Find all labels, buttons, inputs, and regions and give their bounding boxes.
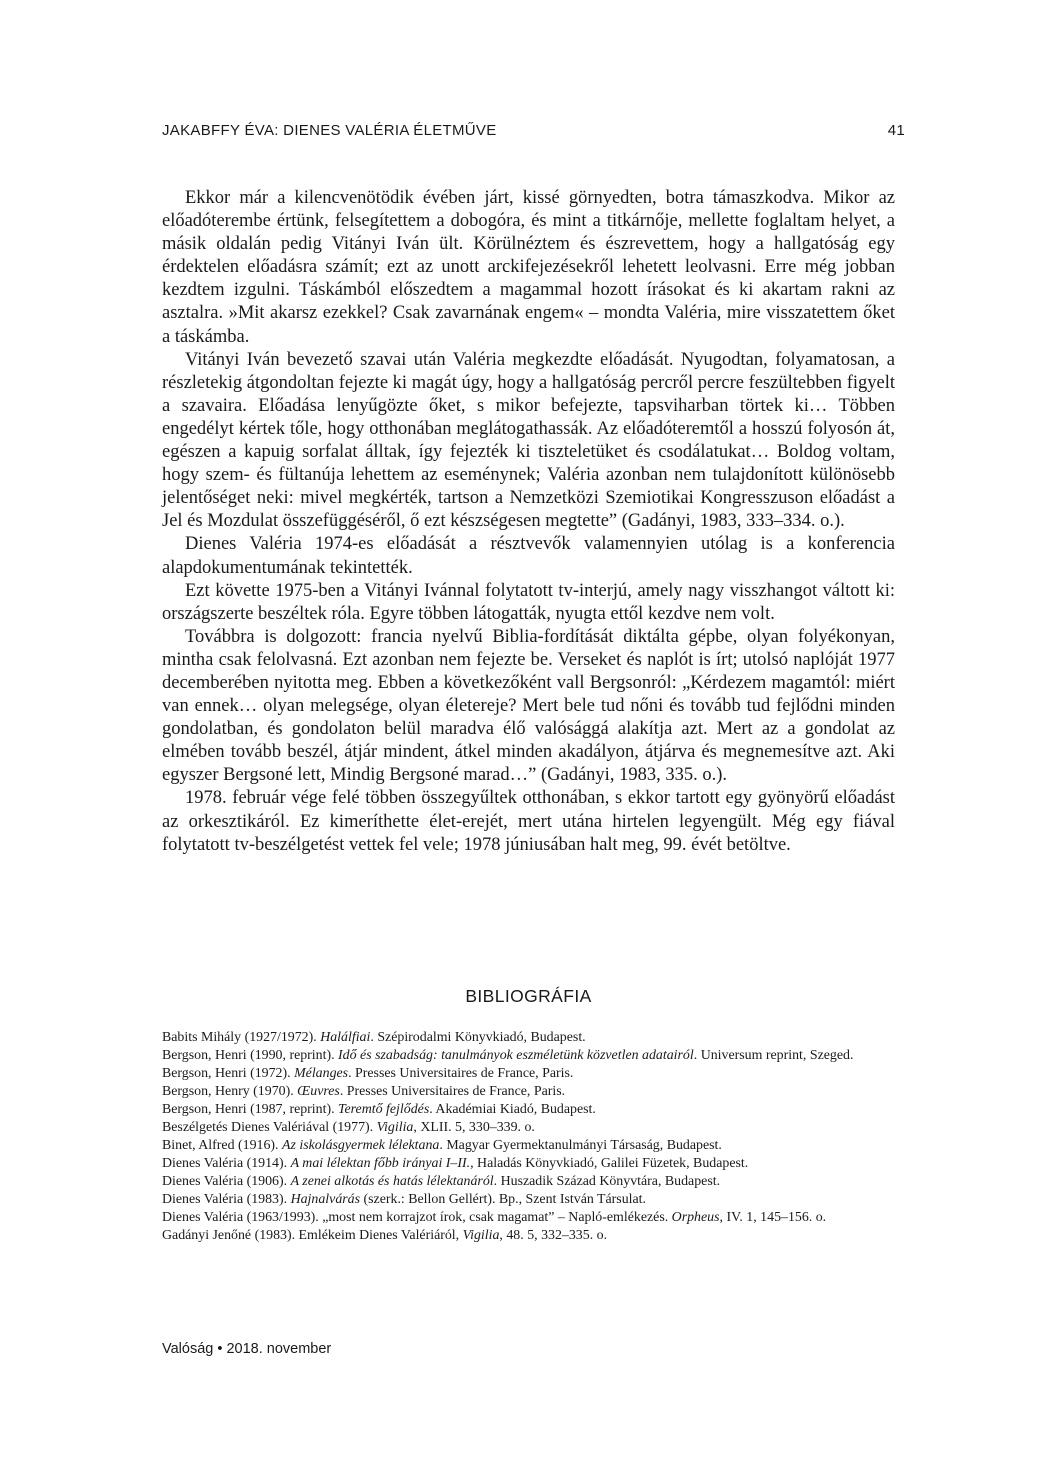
bibliography-entry-author: Bergson, Henry (1970).	[162, 1084, 298, 1099]
bibliography-entry	[162, 1029, 895, 1047]
bibliography-entry	[162, 1101, 895, 1119]
bibliography-entry-details: , 48. 5, 332–335. o.	[499, 1228, 608, 1243]
bibliography-entry-author: Binet, Alfred (1916).	[162, 1138, 282, 1153]
bibliography-heading: BIBLIOGRÁFIA	[465, 986, 592, 1006]
bibliography-entry	[162, 1119, 895, 1137]
bibliography-entry-title: Orpheus	[671, 1210, 720, 1225]
bibliography-entry-author: Gadányi Jenőné (1983). Emlékeim Dienes Valériáról,	[162, 1228, 463, 1243]
bibliography-entry-details: . Presses Universitaires de France, Paris.	[348, 1066, 574, 1081]
paragraph: Ezt követte 1975-ben a Vitányi Ivánnal folytatott tv-interjú, amely nagy visszhangot váltott ki: országszerte beszéltek róla. Egyre többen látogatták, nyugta ettől kezdve nem volt.	[162, 580, 895, 624]
bibliography-entry-title: A mai lélektan főbb irányai I–II.	[290, 1156, 471, 1171]
running-head	[162, 122, 905, 139]
bibliography-entry	[162, 1047, 895, 1065]
bibliography-entry-author: Bergson, Henri (1987, reprint).	[162, 1102, 339, 1117]
bibliography-entry-author: Dienes Valéria (1914).	[162, 1156, 291, 1171]
bibliography-entry	[162, 1155, 895, 1173]
bibliography-entry-details: , Haladás Könyvkiadó, Galilei Füzetek, Budapest.	[470, 1156, 749, 1171]
bibliography-entry-author: Beszélgetés Dienes Valériával (1977).	[162, 1120, 377, 1135]
bibliography-entry-details: . Presses Universitaires de France, Paris.	[339, 1084, 566, 1099]
article-body	[162, 187, 895, 857]
bibliography-entry-title: A zenei alkotás és hatás lélektanáról	[290, 1174, 494, 1189]
bibliography-entry-details: . Huszadik Század Könyvtára, Budapest.	[493, 1174, 721, 1189]
paragraph: 1978. február vége felé többen összegyűltek otthonában, s ekkor tartott egy gyönyörű előadást az orkesztikáról. Ez kimeríthette élet-erejét, mert utána hirtelen legyengült. Még egy fiával folytatott tv-beszélgetést vettek fel vele; 1978 júniusában halt meg, 99. évét betöltve.	[162, 788, 895, 855]
bibliography-entry-author: Dienes Valéria (1906).	[162, 1174, 291, 1189]
page-number: 41	[887, 122, 905, 139]
bibliography-entry-author: Dienes Valéria (1963/1993). „most nem korrajzot írok, csak magamat” – Napló-emlékezés.	[162, 1210, 672, 1225]
paragraph: Vitányi Iván bevezető szavai után Valéria megkezdte előadását. Nyugodtan, folyamatosan, a részletekig átgondoltan fejezte ki magát úgy, hogy a hallgatóság percről percre feszültebben figyelt a szavaira. Előadása lenyűgözte őket, s mikor befejezte, tapsviharban törtek ki… Többen engedélyt kértek tőle, hogy otthonában meglátogathassák. Az előadóteremtől a hosszú folyosón át, egészen a kapuig sorfalat álltak, így fejezték ki tiszteletüket és csodálatukat… Boldog voltam, hogy szem- és fültanúja lehettem az eseménynek; Valéria azonban nem tulajdonított különösebb jelentőséget neki: mivel megkérték, tartson a Nemzetközi Szemiotikai Kongresszuson előadást a Jel és Mozdulat összefüggéséről, ő ezt készségesen megtette” (Gadányi, 1983, 333–334. o.).	[162, 349, 895, 532]
bibliography-entry-title: Mélanges	[294, 1066, 349, 1081]
paragraph: Ekkor már a kilencvenötödik évében járt, kissé görnyedten, botra támaszkodva. Mikor az előadóterembe értünk, felsegítettem a dobogóra, és mint a titkárnője, mellette foglaltam helyet, a másik oldalán pedig Vitányi Iván ült. Körülnéztem és észrevettem, hogy a hallgatóság egy érdektelen előadásra számít; ezt az unott arckifejezésekről lehetett leolvasni. Erre még jobban kezdtem izgulni. Táskámból előszedtem a magammal hozott írásokat és ki akartam rakni az asztalra. »Mit akarsz ezekkel? Csak zavarnának engem« – mondta Valéria, mire visszatettem őket a táskámba.	[162, 188, 895, 347]
bibliography-entry	[162, 1227, 895, 1245]
paragraph: Dienes Valéria 1974-es előadását a résztvevők valamennyien utólag is a konferencia alapdokumentumának tekintették.	[162, 534, 895, 578]
bibliography-entry-details: . Magyar Gyermektanulmányi Társaság, Budapest.	[439, 1138, 722, 1153]
bibliography-entry-title: Idő és szabadság: tanulmányok eszméletünk közvetlen adatairól	[338, 1048, 694, 1063]
bibliography-entry-details: . Universum reprint, Szeged.	[693, 1048, 854, 1063]
bibliography-entry-title: Teremtő fejlődés	[338, 1102, 430, 1117]
bibliography-entry-author: Bergson, Henri (1990, reprint).	[162, 1048, 339, 1063]
bibliography-entry-details: , XLII. 5, 330–339. o.	[413, 1120, 535, 1135]
bibliography-entry-details: . Akadémiai Kiadó, Budapest.	[429, 1102, 596, 1117]
bibliography-entry	[162, 1083, 895, 1101]
bibliography-entry	[162, 1209, 895, 1227]
bibliography-entry	[162, 1137, 895, 1155]
bibliography-entry-details: . Szépirodalmi Könyvkiadó, Budapest.	[370, 1030, 586, 1045]
page-footer: Valóság • 2018. november	[162, 1341, 332, 1357]
paragraph: Továbbra is dolgozott: francia nyelvű Biblia-fordítását diktálta gépbe, olyan folyékonyan, mintha csak felolvasná. Ezt azonban nem fejezte be. Verseket és naplót is írt; utolsó naplóját 1977 decemberében nyitotta meg. Ebben a következőként vall Bergsonról: „Kérdezem magamtól: miért van ennek… olyan melegsége, olyan életereje? Mert bele tud nőni és tovább tud fejlődni minden gondolatban, és gondolaton belül maradva élő valósággá alakítja azt. Mert az a gondolat az elmében tovább beszél, átjár mindent, átkel minden akadályon, átjárva és megnemesítve azt. Aki egyszer Bergsoné lett, Mindig Bergsoné marad…” (Gadányi, 1983, 335. o.).	[162, 626, 895, 786]
bibliography-entry	[162, 1173, 895, 1191]
bibliography-entry-title: Halálfiai	[320, 1030, 371, 1045]
bibliography-list	[162, 1029, 895, 1245]
bibliography-entry-title: Hajnalvárás	[290, 1192, 361, 1207]
bibliography-entry-details: (szerk.: Bellon Gellért). Bp., Szent István Társulat.	[360, 1192, 647, 1207]
bibliography-entry	[162, 1065, 895, 1083]
bibliography-entry	[162, 1191, 895, 1209]
bibliography-entry-author: Bergson, Henri (1972).	[162, 1066, 295, 1081]
bibliography-entry-title: Az iskolásgyermek lélektana	[281, 1138, 440, 1153]
running-title: JAKABFFY ÉVA: DIENES VALÉRIA ÉLETMŰVE	[162, 122, 497, 139]
bibliography-entry-author: Dienes Valéria (1983).	[162, 1192, 291, 1207]
bibliography-entry-details: , IV. 1, 145–156. o.	[719, 1210, 827, 1225]
bibliography-entry-title: Œuvres	[297, 1084, 340, 1099]
bibliography-entry-title: Vigilia	[376, 1120, 414, 1135]
bibliography-entry-author: Babits Mihály (1927/1972).	[162, 1030, 321, 1045]
bibliography-entry-title: Vigilia	[462, 1228, 500, 1243]
